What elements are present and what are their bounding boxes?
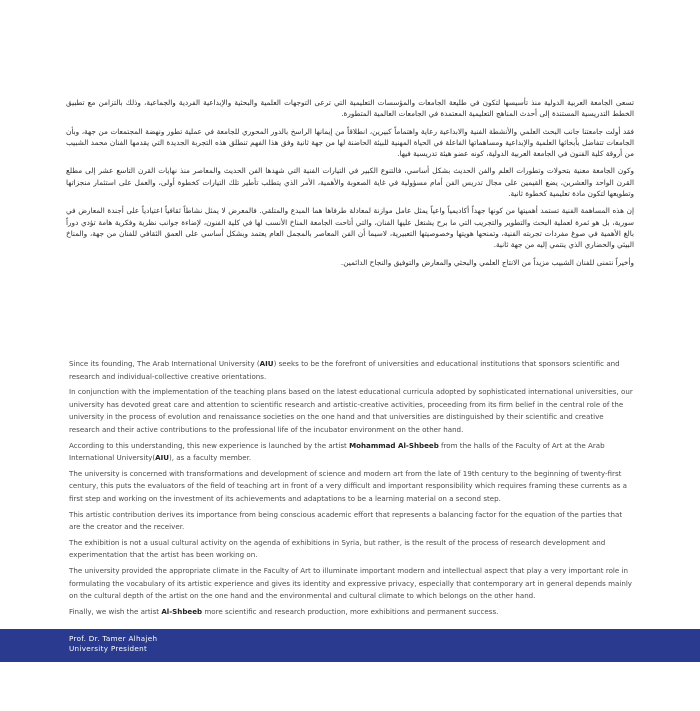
text-run-bold: Al-Shbeeb (161, 606, 203, 616)
english-paragraph: The university provided the appropriate climate in the Faculty of Art to illuminate important modern and intellectual aspect that play a very important role in formulating the vocabulary of its artistic experience and gives its identity and expressive privacy, especially that contemporary art in general depends mainly on the cultural depth of the artist on the one hand and the environmental and cultural climate to which belongs on the other hand. (69, 565, 632, 601)
english-letter (69, 358, 635, 621)
english-paragraph: This artistic contribution derives its importance from being conscious academic effort that represents a balancing factor for the equation of the parties that are the creator and the receiver. (69, 509, 623, 532)
english-paragraph (69, 358, 635, 383)
text-run: ), as a faculty member. (168, 453, 252, 463)
text-run: from the halls of the Faculty of Art at the Arab International University( (69, 440, 605, 463)
footer-band (0, 629, 700, 662)
text-run: ) seeks to be the forefront of universities and educational institutions that sponsors scientific and research and individual-collective creative orientations. (69, 359, 620, 381)
text-run: Finally, we wish the artist (69, 606, 162, 616)
arabic-paragraph: إن هذه المساهمة الفنية تستمد أهميتها من كونها جهداً أكاديمياً واعياً يمثل عامل موازنة لمعادلة طرفاها هما المبدع والمتلقي. فالمعرض لا يمثل نشاطاً ثقافياً اعتيادياً على أجندة المعارض في سورية، بل هو ثمرة لعملية البحث والتطوير والتجريب التي ما برح يشتغل عليها الفنان، والتي أتاحت الجامعة المناخ الأنسب لها في كلية الفنون، لإضاءة جوانب نظرية وفكرية هامة تؤدي دوراً بالغ الأهمية في صوغ مفردات تجربته الفنية، وتمنحها هويتها وخصوصيتها التعبيرية، لاسيما أن الفن المعاصر بالمجمل العام يعتمد وبشكل أساسي على العمق الثقافي للفنان من جهة، والمناخ البيئي والحضاري الذي ينتمي إليه من جهة ثانية. (66, 206, 634, 250)
text-run: According to this understanding, this new experience is launched by the artist (69, 440, 350, 450)
text-run-bold: Mohammad Al-Shbeeb (349, 440, 439, 450)
english-paragraph (69, 606, 635, 619)
english-paragraph: In conjunction with the implementation of the teaching plans based on the latest educational curricula adopted by sophisticated international universities, our university has devoted great care and attention to scientific research and artistic-creative activities, proceeding from its firm belief in the central role of the university in the process of evolution and renaissance societies on the one hand and that universities are distinguished by their scientific and creative research and their active contributions to the professional life of the incubator environment on the other hand. (69, 387, 633, 434)
english-paragraph (69, 440, 635, 465)
arabic-paragraph: وكون الجامعة معنية بتحولات وتطورات العلم والفن الحديث بشكل أساسي، فالتنوع الكبير في التيارات الفنية التي شهدها الفن الحديث والمعاصر منذ نهايات القرن التاسع عشر إلى مطلع القرن الواحد والعشرين، يضع القيمين على مجال تدريس الفن أمام مسؤولية في غاية الصعوبة والأهمية، الأمر الذي يتطلب تأطير تلك التيارات كخطوة أولى، والعمل على استثمار منجزاتها وتطويعها لتكون مادة تعليمية كخطوة ثانية. (66, 166, 634, 199)
arabic-letter (66, 97, 634, 274)
signature-name: Prof. Dr. Tamer Alhajeh (69, 634, 158, 643)
text-run-bold: AIU (259, 359, 274, 368)
arabic-paragraph: فقد أولت جامعتنا جانب البحث العلمي والأنشطة الفنية والابداعية رعاية واهتماماً كبيرين، انطلاقاً من إيمانها الراسخ بالدور المحوري للجامعة في عملية تطور ونهضة المجتمعات من جهة، وبأن الجامعات تتفاضل بأبحاثها العلمية والإبداعية ومساهماتها الفاعلة في الحياة المهنية للبيئة الحاضنة لها من جهة ثانية وفق هذا الفهم تنطلق هذه التجربة الجديدة التي يقدمها الفنان محمد الشبيب من أروقة كلية الفنون في الجامعة العربية الدولية، كونه عضو هيئة تدريسية فيها. (66, 126, 634, 159)
text-run-bold: AIU (155, 453, 169, 463)
text-run: more scientific and research production, more exhibitions and permanent success. (202, 606, 499, 616)
signature-block (69, 634, 157, 654)
english-paragraph: The exhibition is not a usual cultural activity on the agenda of exhibitions in Syria, but rather, is the result of the process of research development and experimentation that the artist has been working on. (69, 537, 606, 560)
signature-title: University President (69, 644, 148, 653)
arabic-paragraph: تسعى الجامعة العربية الدولية منذ تأسيسها لتكون في طليعة الجامعات والمؤسسات التعليمية التي ترعى التوجهات العلمية والبحثية والإبداعية الفردية والجماعية، وذلك بالتزامن مع تطبيق الخطط التدريسية المستندة إلى أحدث المناهج التعليمية المعتمدة في الجامعات العالمية المتطورة. (66, 98, 634, 119)
arabic-paragraph: وأخيراً نتمنى للفنان الشبيب مزيداً من الانتاج العلمي والبحثي والمعارض والتوفيق والنجاح الدائمين. (340, 257, 634, 267)
english-paragraph: The university is concerned with transformations and development of science and modern art from the late of 19th century to the beginning of twenty-first century, this puts the evaluators of the field of teaching art in front of a very difficult and important responsibility which requires framing these currents as a first step and working on the investment of its achievements and adaptations to be a learning material on a second step. (69, 468, 627, 503)
text-run: Since its founding, The Arab International University ( (69, 359, 260, 368)
